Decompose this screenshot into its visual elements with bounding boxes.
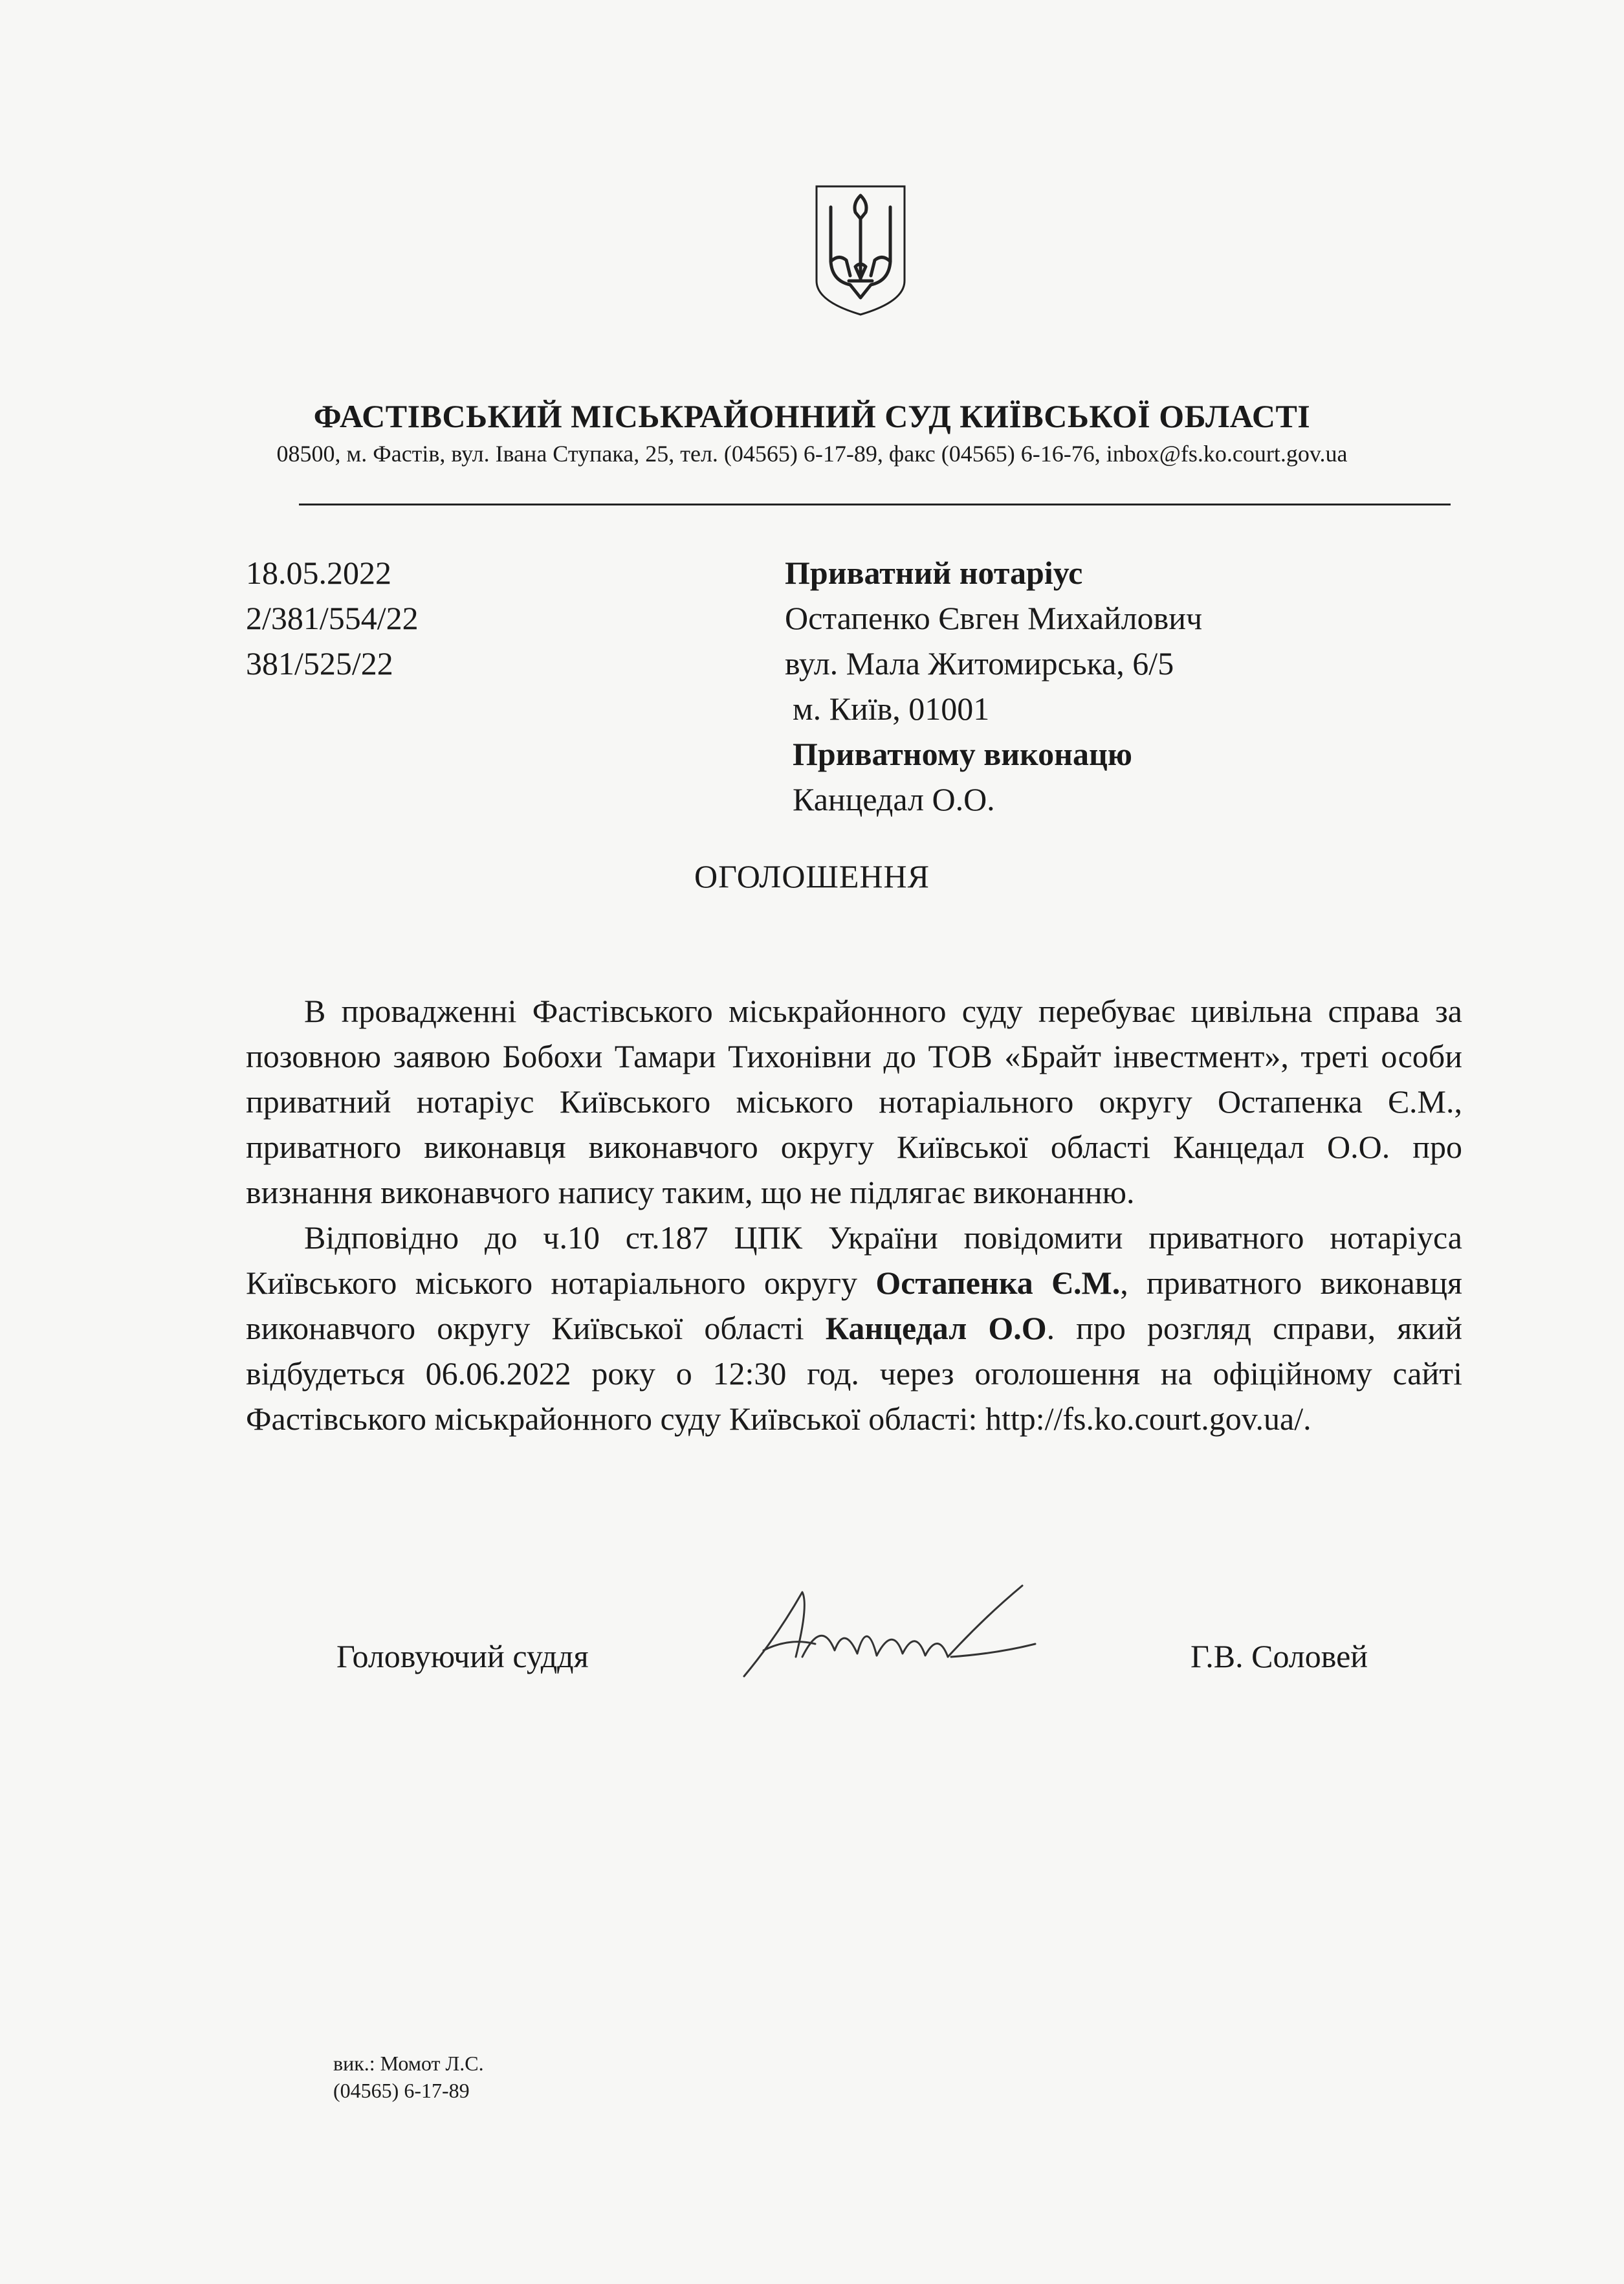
document-body <box>246 988 1462 1441</box>
header-divider <box>299 504 1451 505</box>
body-paragraph-2-text-3: . про розгляд справи, який відбудеться 06.06.2022 року о 12:30 год. через оголошення на офіційному сайті Фастівського міськрайонного суду Київської області: http://fs.ko.court.gov.ua/. <box>246 1310 1462 1437</box>
addressee-street: вул. Мала Житомирська, 6/5 <box>785 645 1174 682</box>
document-title: ОГОЛОШЕННЯ <box>694 858 930 894</box>
body-paragraph-1: В провадженні Фастівського міськрайонного суду перебуває цивільна справа за позовною заявою Бобохи Тамари Тихонівни до ТОВ «Брайт інвестмент», треті особи приватний нотаріус Київського міського нотаріального округу Остапенка Є.М., приватного виконавця виконавчого округу Київської області Канцедал О.О. про визнання виконавчого напису таким, що не підлягає виконанню. <box>246 993 1462 1210</box>
addressee-title-notary: Приватний нотаріус <box>785 555 1083 591</box>
notary-name-bold: Остапенка Є.М. <box>875 1265 1121 1301</box>
executor-note: вик.: Момот Л.С. <box>333 2052 484 2075</box>
executor-phone: (04565) 6-17-89 <box>333 2079 470 2102</box>
body-paragraph-2-text-1: Відповідно до ч.10 ст.187 ЦПК України повідомити приватного нотаріуса Київського міського нотаріального округу <box>246 1219 1462 1301</box>
addressee-city: м. Київ, 01001 <box>793 691 990 727</box>
case-number: 2/381/554/22 <box>246 600 419 636</box>
addressee-notary-name: Остапенко Євген Михайлович <box>785 600 1203 636</box>
court-name: ФАСТІВСЬКИЙ МІСЬКРАЙОННИЙ СУД КИЇВСЬКОЇ ОБЛАСТІ <box>313 398 1311 434</box>
addressee-title-executor: Приватному виконацю <box>793 736 1132 772</box>
court-contacts: 08500, м. Фастів, вул. Івана Ступака, 25, тел. (04565) 6-17-89, факс (04565) 6-16-76, inbox@fs.ko.court.gov.ua <box>276 441 1348 467</box>
signer-name: Г.В. Соловей <box>1191 1638 1368 1674</box>
body-paragraph-2 <box>246 1215 1462 1441</box>
ukraine-trident-icon <box>813 184 908 317</box>
executor-name-bold: Канцедал О.О <box>825 1310 1047 1346</box>
body-paragraph-2-text-2: , приватного виконавця виконавчого округу Київської області <box>246 1265 1463 1346</box>
document-date: 18.05.2022 <box>246 555 391 591</box>
addressee-executor-name: Канцедал О.О. <box>793 781 995 817</box>
signer-role: Головуючий суддя <box>336 1638 589 1674</box>
proceeding-number: 381/525/22 <box>246 645 393 682</box>
handwritten-signature-icon <box>738 1579 1042 1683</box>
